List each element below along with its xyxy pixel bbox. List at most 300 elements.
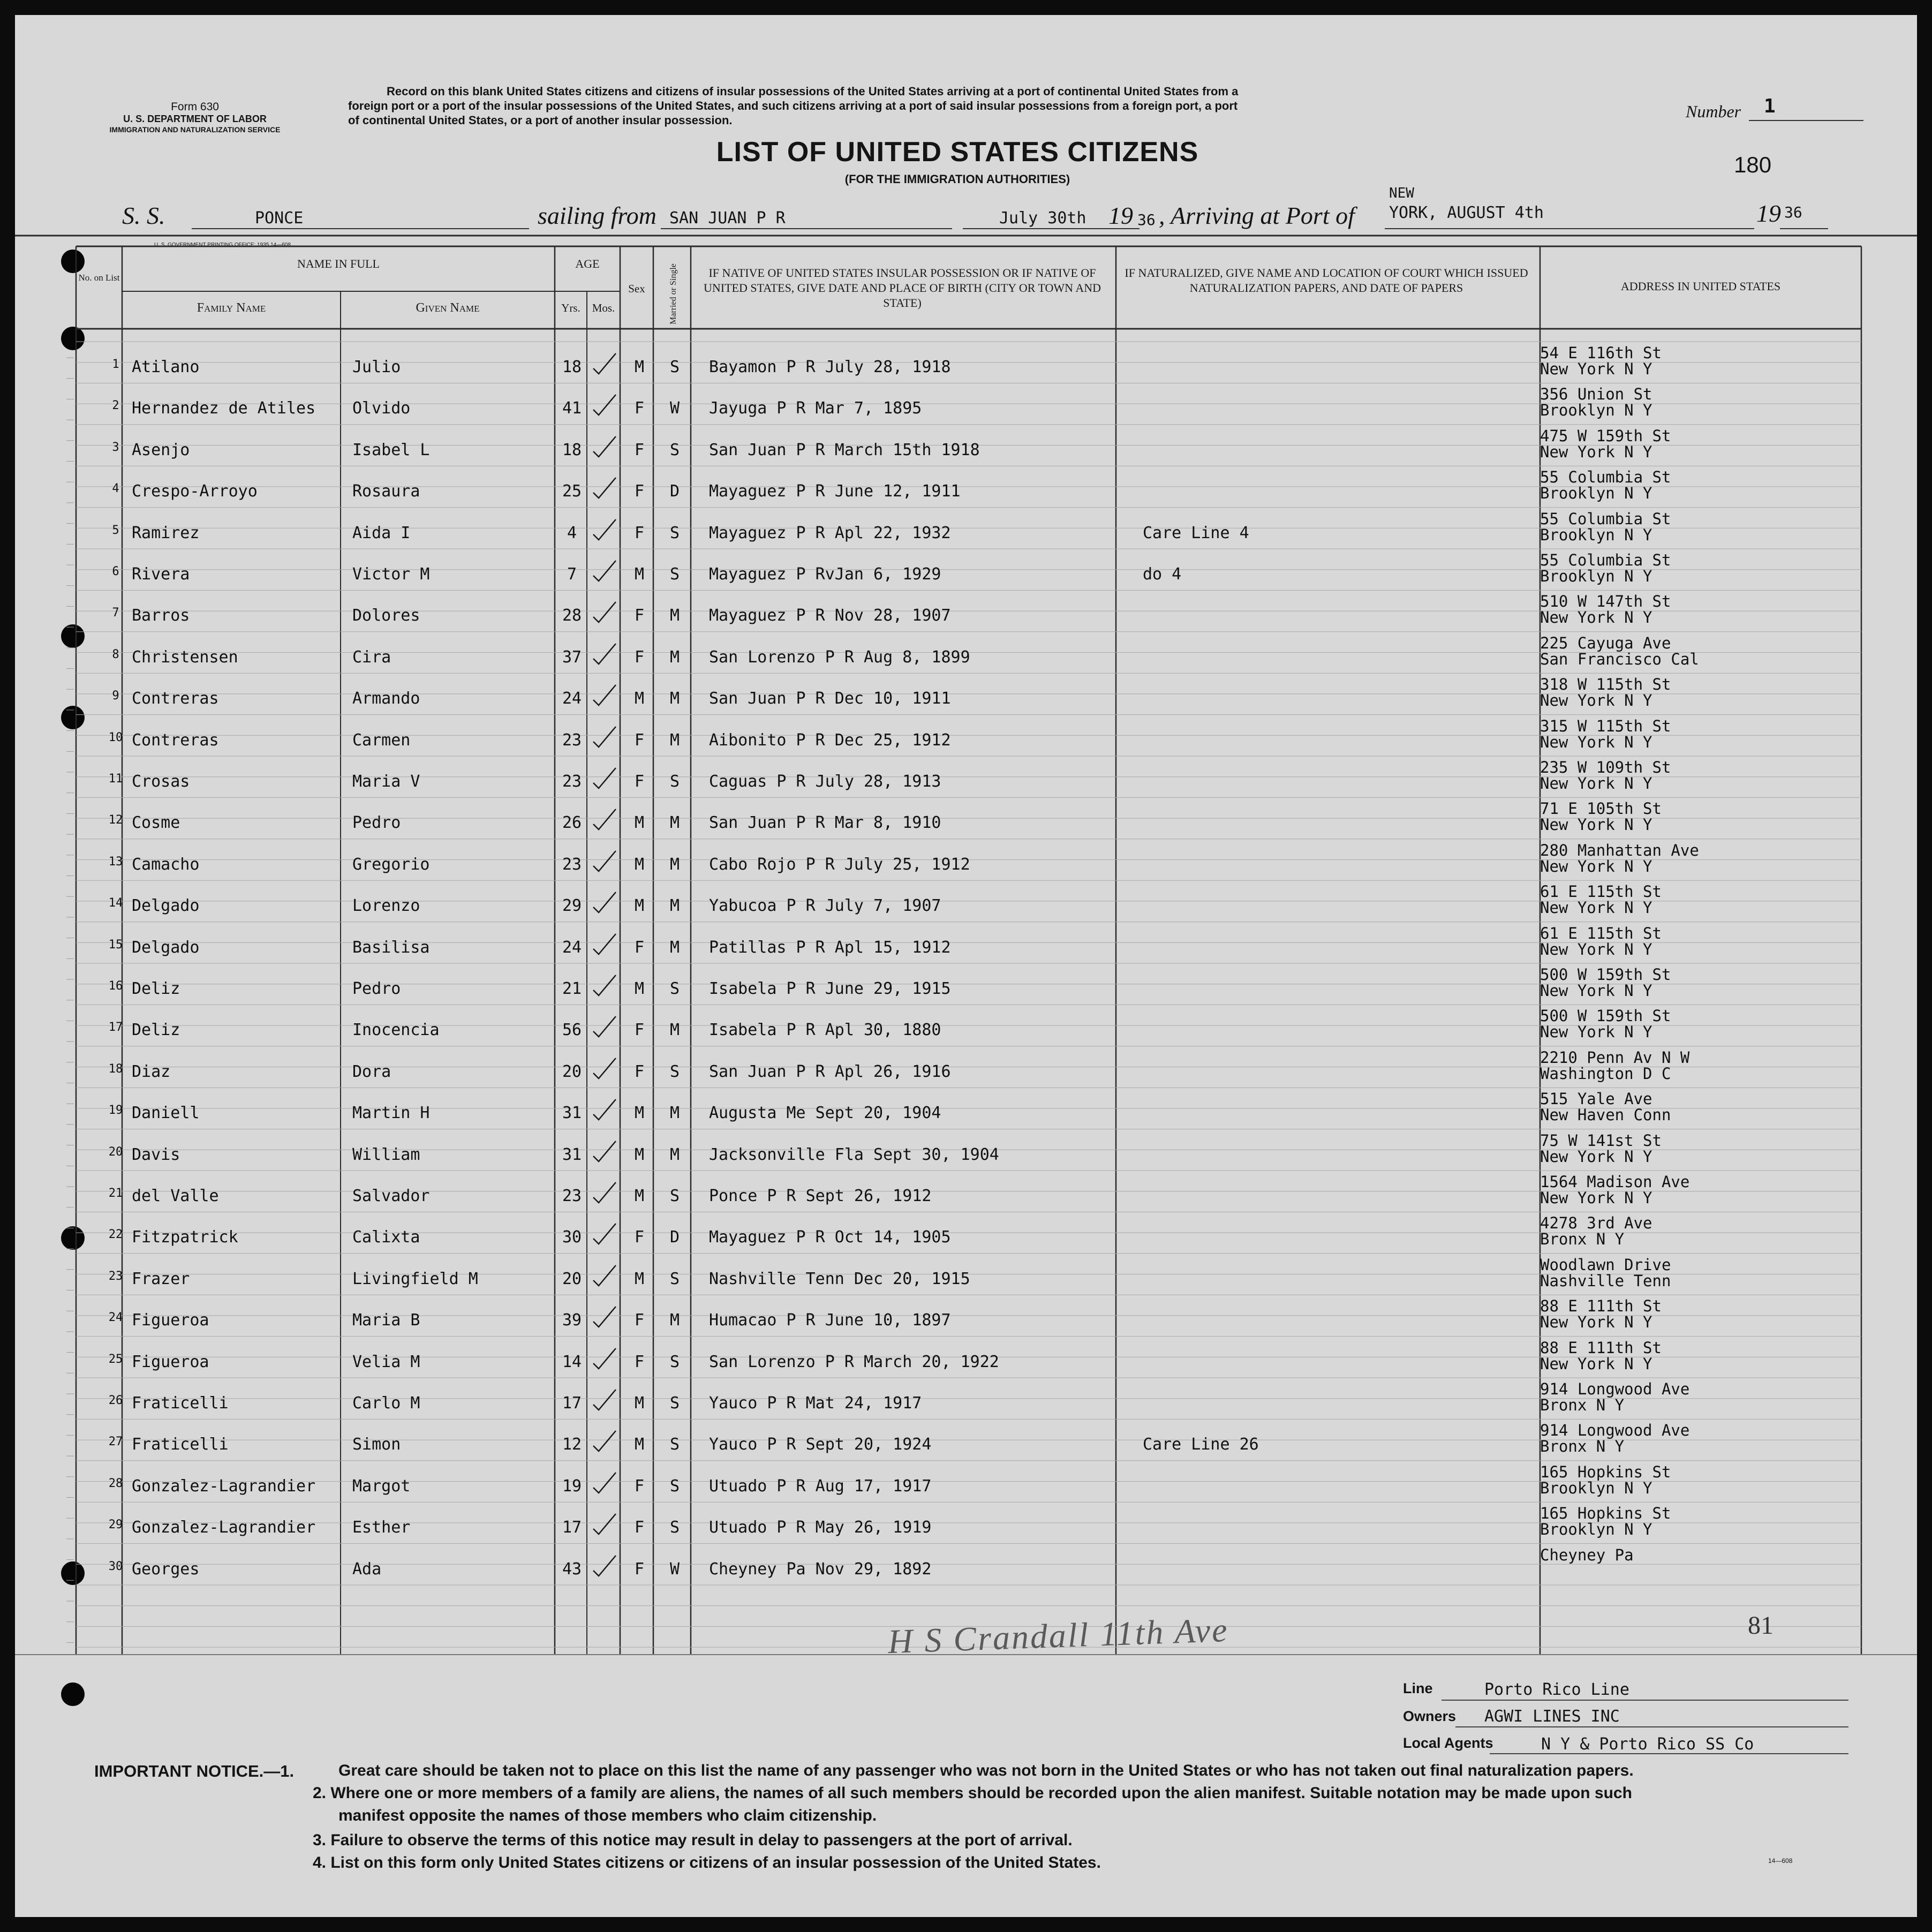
check-mark-icon xyxy=(591,889,618,916)
cell-ms: S xyxy=(669,772,680,791)
cell-yrs: 30 xyxy=(562,1228,582,1247)
cell-addr2: New York N Y xyxy=(1540,691,1652,710)
cell-no: 7 xyxy=(112,606,119,620)
cell-no: 4 xyxy=(112,482,119,496)
cell-family: Figueroa xyxy=(132,1352,209,1371)
cell-birth: Nashville Tenn Dec 20, 1915 xyxy=(709,1269,970,1288)
cell-family: Crosas xyxy=(132,772,190,791)
cell-sex: M xyxy=(634,1269,645,1288)
cell-sex: M xyxy=(634,689,645,708)
check-mark-icon xyxy=(591,848,618,874)
cell-birth: Augusta Me Sept 20, 1904 xyxy=(709,1104,941,1123)
cell-given: Margot xyxy=(352,1476,411,1496)
cell-no: 26 xyxy=(108,1394,123,1407)
cell-no: 6 xyxy=(112,565,119,578)
cell-no: 23 xyxy=(108,1269,123,1283)
cell-birth: Isabela P R Apl 30, 1880 xyxy=(709,1021,941,1040)
ss-label: S. S. xyxy=(122,202,165,229)
cell-addr1: 55 Columbia St xyxy=(1540,551,1671,569)
page-number: 81 xyxy=(1748,1611,1773,1640)
cell-given: Maria V xyxy=(352,772,420,791)
cell-family: Delgado xyxy=(132,896,200,916)
cell-addr2: San Francisco Cal xyxy=(1540,650,1699,668)
check-mark-icon xyxy=(591,972,618,999)
year-suffix-2: 36 xyxy=(1784,203,1802,221)
cell-ms: S xyxy=(669,1394,680,1413)
cell-addr1: 54 E 116th St xyxy=(1540,344,1662,362)
cell-addr1: Cheyney Pa xyxy=(1540,1545,1634,1564)
cell-yrs: 17 xyxy=(562,1394,582,1413)
cell-no: 2 xyxy=(112,399,119,413)
cell-yrs: 14 xyxy=(562,1352,582,1371)
cell-birth: Mayaguez P RvJan 6, 1929 xyxy=(709,565,941,584)
cell-birth: Mayaguez P R Nov 28, 1907 xyxy=(709,606,951,625)
check-mark-icon xyxy=(591,433,618,460)
cell-ms: S xyxy=(669,1352,680,1371)
notice-item-2b: manifest opposite the names of those members who claim citizenship. xyxy=(338,1807,877,1824)
cell-sex: F xyxy=(634,440,645,459)
cell-ms: M xyxy=(669,813,680,833)
cell-birth: Jayuga P R Mar 7, 1895 xyxy=(709,399,922,418)
cell-no: 22 xyxy=(108,1228,123,1242)
cell-sex: F xyxy=(634,1476,645,1496)
header-married-single: Married or Single xyxy=(669,263,678,324)
cell-birth: Cheyney Pa Nov 29, 1892 xyxy=(709,1559,932,1579)
printing-office: U. S. GOVERNMENT PRINTING OFFICE: 1935 14—608 xyxy=(154,242,291,248)
cell-no: 5 xyxy=(112,523,119,537)
cell-ms: D xyxy=(669,482,680,501)
cell-no: 18 xyxy=(108,1062,123,1076)
cell-ms: S xyxy=(669,979,680,998)
cell-no: 3 xyxy=(112,440,119,454)
check-mark-icon xyxy=(591,1469,618,1496)
check-mark-icon xyxy=(591,350,618,377)
cell-family: Contreras xyxy=(132,689,219,708)
arriving-label: , Arriving at Port of xyxy=(1159,202,1355,229)
cell-addr1: 61 E 115th St xyxy=(1540,924,1662,942)
cell-addr2: New York N Y xyxy=(1540,1023,1652,1042)
cell-given: Simon xyxy=(352,1435,401,1454)
cell-ms: S xyxy=(669,565,680,584)
cell-given: Pedro xyxy=(352,813,401,833)
cell-addr1: 315 W 115th St xyxy=(1540,716,1671,735)
cell-yrs: 24 xyxy=(562,689,582,708)
cell-ms: M xyxy=(669,1021,680,1040)
cell-ms: M xyxy=(669,606,680,625)
cell-yrs: 23 xyxy=(562,730,582,750)
port-from: SAN JUAN P R xyxy=(669,209,786,228)
cell-addr1: 280 Manhattan Ave xyxy=(1540,841,1699,859)
cell-birth: San Juan P R Dec 10, 1911 xyxy=(709,689,951,708)
cell-family: Crespo-Arroyo xyxy=(132,482,258,501)
cell-sex: M xyxy=(634,1104,645,1123)
cell-birth: Utuado P R Aug 17, 1917 xyxy=(709,1476,932,1496)
cell-yrs: 41 xyxy=(562,399,582,418)
cell-yrs: 25 xyxy=(562,482,582,501)
cell-yrs: 28 xyxy=(562,606,582,625)
agents-value: N Y & Porto Rico SS Co xyxy=(1541,1735,1754,1754)
cell-birth: San Lorenzo P R Aug 8, 1899 xyxy=(709,647,970,667)
cell-family: Ramirez xyxy=(132,523,200,542)
cell-ms: S xyxy=(669,1435,680,1454)
cell-sex: F xyxy=(634,1228,645,1247)
cell-nat: do 4 xyxy=(1143,565,1182,584)
cell-ms: S xyxy=(669,440,680,459)
cell-family: Cosme xyxy=(132,813,180,833)
cell-addr1: Woodlawn Drive xyxy=(1540,1255,1671,1274)
cell-addr1: 71 E 105th St xyxy=(1540,799,1662,818)
cell-family: Frazer xyxy=(132,1269,190,1288)
cell-ms: M xyxy=(669,1311,680,1330)
header-no-on-list: No. on List xyxy=(78,273,120,283)
cell-addr2: New York N Y xyxy=(1540,857,1652,876)
cell-addr2: New York N Y xyxy=(1540,1189,1652,1207)
department: U. S. DEPARTMENT OF LABOR xyxy=(123,114,267,124)
cell-birth: Yauco P R Sept 20, 1924 xyxy=(709,1435,932,1454)
cell-sex: F xyxy=(634,647,645,667)
cell-ms: S xyxy=(669,1062,680,1081)
cell-ms: S xyxy=(669,1518,680,1537)
cell-sex: M xyxy=(634,1187,645,1205)
cell-given: Lorenzo xyxy=(352,896,420,916)
cell-ms: S xyxy=(669,1187,680,1205)
cell-addr1: 225 Cayuga Ave xyxy=(1540,633,1671,652)
cell-yrs: 17 xyxy=(562,1518,582,1537)
cell-given: Carlo M xyxy=(352,1394,420,1413)
owners-rule xyxy=(1455,1726,1848,1727)
cell-given: Victor M xyxy=(352,565,430,584)
cell-ms: W xyxy=(669,399,680,418)
cell-sex: M xyxy=(634,1145,645,1164)
cell-yrs: 20 xyxy=(562,1062,582,1081)
cell-birth: San Lorenzo P R March 20, 1922 xyxy=(709,1352,999,1371)
cell-addr2: Bronx N Y xyxy=(1540,1230,1625,1249)
cell-sex: M xyxy=(634,896,645,916)
cell-addr1: 475 W 159th St xyxy=(1540,426,1671,445)
cell-no: 17 xyxy=(108,1021,123,1035)
cell-birth: Yauco P R Mat 24, 1917 xyxy=(709,1394,922,1413)
cell-addr1: 500 W 159th St xyxy=(1540,1007,1671,1025)
manifest-sheet xyxy=(15,15,1917,1917)
cell-family: Asenjo xyxy=(132,440,190,459)
cell-addr2: Nashville Tenn xyxy=(1540,1271,1671,1290)
cell-given: Esther xyxy=(352,1518,411,1537)
cell-no: 8 xyxy=(112,647,119,661)
cell-birth: Utuado P R May 26, 1919 xyxy=(709,1518,932,1537)
cell-given: Carmen xyxy=(352,730,411,750)
cell-no: 29 xyxy=(108,1518,123,1532)
owners-label: Owners xyxy=(1403,1708,1456,1724)
cell-addr1: 235 W 109th St xyxy=(1540,758,1671,776)
cell-sex: M xyxy=(634,855,645,874)
cell-family: Gonzalez-Lagrandier xyxy=(132,1476,316,1496)
cell-family: Delgado xyxy=(132,938,200,957)
cell-family: Christensen xyxy=(132,647,238,667)
number-label: Number xyxy=(1686,102,1741,121)
cell-addr1: 2210 Penn Av N W xyxy=(1540,1048,1690,1067)
owners-value: AGWI LINES INC xyxy=(1484,1707,1620,1726)
cell-family: Deliz xyxy=(132,1021,180,1040)
cell-addr1: 515 Yale Ave xyxy=(1540,1090,1652,1108)
cell-ms: M xyxy=(669,896,680,916)
cell-ms: S xyxy=(669,358,680,376)
notice-item-1: Great care should be taken not to place on this list the name of any passenger who was not born in the United States or who has not taken out final naturalization papers. xyxy=(338,1762,1634,1779)
cell-ms: S xyxy=(669,1476,680,1496)
cell-addr1: 61 E 115th St xyxy=(1540,882,1662,901)
cell-addr2: New York N Y xyxy=(1540,982,1652,1000)
cell-family: Fraticelli xyxy=(132,1435,229,1454)
cell-birth: Caguas P R July 28, 1913 xyxy=(709,772,941,791)
check-mark-icon xyxy=(591,1179,618,1206)
cell-addr1: 55 Columbia St xyxy=(1540,468,1671,487)
cell-family: Atilano xyxy=(132,358,200,376)
cell-addr2: Brooklyn N Y xyxy=(1540,1520,1652,1539)
cell-birth: Bayamon P R July 28, 1918 xyxy=(709,358,951,376)
cell-family: Rivera xyxy=(132,565,190,584)
cell-sex: F xyxy=(634,772,645,791)
cell-yrs: 56 xyxy=(562,1021,582,1040)
check-mark-icon xyxy=(591,723,618,750)
cell-ms: M xyxy=(669,938,680,957)
cell-sex: F xyxy=(634,482,645,501)
cell-given: Salvador xyxy=(352,1187,430,1205)
cell-ms: D xyxy=(669,1228,680,1247)
header-given-name: Given Name xyxy=(416,301,480,315)
cell-sex: F xyxy=(634,1352,645,1371)
header-sex: Sex xyxy=(628,282,645,295)
check-mark-icon xyxy=(591,516,618,543)
cell-sex: F xyxy=(634,1062,645,1081)
cell-sex: F xyxy=(634,523,645,542)
cell-given: Calixta xyxy=(352,1228,420,1247)
cell-yrs: 18 xyxy=(562,440,582,459)
year-prefix-2: 19 xyxy=(1756,200,1781,227)
check-mark-icon xyxy=(591,391,618,418)
service: IMMIGRATION AND NATURALIZATION SERVICE xyxy=(109,125,281,134)
port-to: YORK, AUGUST 4th xyxy=(1389,203,1544,222)
cell-no: 19 xyxy=(108,1104,123,1118)
cell-addr1: 914 Longwood Ave xyxy=(1540,1421,1690,1440)
check-mark-icon xyxy=(591,640,618,667)
cell-ms: W xyxy=(669,1559,680,1579)
cell-sex: F xyxy=(634,399,645,418)
cell-sex: M xyxy=(634,979,645,998)
cell-yrs: 26 xyxy=(562,813,582,833)
cell-birth: Isabela P R June 29, 1915 xyxy=(709,979,951,998)
cell-addr2: New York N Y xyxy=(1540,608,1652,627)
cell-yrs: 29 xyxy=(562,896,582,916)
cell-yrs: 23 xyxy=(562,855,582,874)
check-mark-icon xyxy=(591,1055,618,1082)
cell-birth: Aibonito P R Dec 25, 1912 xyxy=(709,730,951,750)
cell-given: Cira xyxy=(352,647,391,667)
cell-addr2: New York N Y xyxy=(1540,899,1652,917)
check-mark-icon xyxy=(591,1345,618,1372)
cell-addr1: 500 W 159th St xyxy=(1540,965,1671,984)
cell-birth: Jacksonville Fla Sept 30, 1904 xyxy=(709,1145,999,1164)
year-suffix: 36 xyxy=(1137,211,1156,229)
cell-no: 13 xyxy=(108,855,123,869)
cell-ms: S xyxy=(669,1269,680,1288)
cell-yrs: 23 xyxy=(562,772,582,791)
cell-birth: Mayaguez P R June 12, 1911 xyxy=(709,482,961,501)
form-title: LIST OF UNITED STATES CITIZENS xyxy=(716,137,1199,168)
line-label: Line xyxy=(1403,1680,1433,1696)
check-mark-icon xyxy=(591,765,618,791)
cell-addr1: 914 Longwood Ave xyxy=(1540,1380,1690,1398)
cell-family: del Valle xyxy=(132,1187,219,1205)
agents-label: Local Agents xyxy=(1403,1735,1493,1751)
cell-addr2: Brooklyn N Y xyxy=(1540,525,1652,544)
cell-given: Julio xyxy=(352,358,401,376)
cell-family: Georges xyxy=(132,1559,200,1579)
cell-yrs: 12 xyxy=(562,1435,582,1454)
cell-nat: Care Line 26 xyxy=(1143,1435,1259,1454)
cell-given: Olvido xyxy=(352,399,411,418)
cell-given: Gregorio xyxy=(352,855,430,874)
cell-addr2: New York N Y xyxy=(1540,774,1652,793)
cell-addr2: New York N Y xyxy=(1540,1354,1652,1373)
cell-no: 28 xyxy=(108,1476,123,1490)
cell-addr1: 318 W 115th St xyxy=(1540,675,1671,694)
cell-sex: M xyxy=(634,813,645,833)
cell-sex: F xyxy=(634,1021,645,1040)
cell-sex: M xyxy=(634,1394,645,1413)
header-yrs: Yrs. xyxy=(561,301,580,314)
cell-birth: Mayaguez P R Apl 22, 1932 xyxy=(709,523,951,542)
check-mark-icon xyxy=(591,1386,618,1413)
cell-addr2: Brooklyn N Y xyxy=(1540,1478,1652,1497)
stamp-number: 180 xyxy=(1734,152,1772,177)
cell-nat: Care Line 4 xyxy=(1143,523,1249,542)
notice-label: IMPORTANT NOTICE.—1. xyxy=(94,1762,295,1780)
cell-addr2: New York N Y xyxy=(1540,816,1652,834)
cell-sex: F xyxy=(634,1559,645,1579)
cell-yrs: 31 xyxy=(562,1145,582,1164)
cell-no: 30 xyxy=(108,1559,123,1573)
cell-given: Rosaura xyxy=(352,482,420,501)
cell-yrs: 39 xyxy=(562,1311,582,1330)
cell-sex: F xyxy=(634,606,645,625)
cell-no: 21 xyxy=(108,1187,123,1200)
cell-no: 10 xyxy=(108,730,123,744)
form-number: Form 630 xyxy=(171,101,219,113)
cell-no: 16 xyxy=(108,979,123,993)
check-mark-icon xyxy=(591,474,618,501)
instruction-line-1: Record on this blank United States citizens and citizens of insular possessions of the United States arriving at a port of continental United States from a xyxy=(387,85,1239,98)
cell-birth: Yabucoa P R July 7, 1907 xyxy=(709,896,941,916)
cell-yrs: 37 xyxy=(562,647,582,667)
check-mark-icon xyxy=(591,682,618,708)
cell-ms: M xyxy=(669,855,680,874)
cell-yrs: 4 xyxy=(567,523,577,542)
cell-sex: M xyxy=(634,358,645,376)
cell-addr1: 165 Hopkins St xyxy=(1540,1504,1671,1523)
header-family-name: Family Name xyxy=(197,301,266,315)
cell-sex: M xyxy=(634,1435,645,1454)
cell-addr1: 55 Columbia St xyxy=(1540,509,1671,528)
cell-ms: M xyxy=(669,730,680,750)
notice-item-3: 3. Failure to observe the terms of this notice may result in delay to passengers at the port of arrival. xyxy=(313,1831,1073,1849)
cell-family: Contreras xyxy=(132,730,219,750)
cell-addr2: New York N Y xyxy=(1540,1313,1652,1332)
cell-addr2: Brooklyn N Y xyxy=(1540,484,1652,503)
cell-family: Davis xyxy=(132,1145,180,1164)
cell-addr2: Brooklyn N Y xyxy=(1540,567,1652,585)
cell-no: 9 xyxy=(112,689,119,703)
notice-item-2a: 2. Where one or more members of a family are aliens, the names of all such members should be recorded upon the alien manifest. Suitable notation may be made upon such xyxy=(313,1784,1632,1802)
cell-family: Diaz xyxy=(132,1062,171,1081)
cell-yrs: 43 xyxy=(562,1559,582,1579)
check-mark-icon xyxy=(591,557,618,584)
cell-ms: M xyxy=(669,689,680,708)
cell-addr2: Washington D C xyxy=(1540,1064,1671,1083)
cell-birth: Cabo Rojo P R July 25, 1912 xyxy=(709,855,970,874)
cell-given: Maria B xyxy=(352,1311,420,1330)
check-mark-icon xyxy=(591,1013,618,1040)
check-mark-icon xyxy=(591,1428,618,1454)
cell-yrs: 7 xyxy=(567,565,577,584)
cell-birth: Patillas P R Apl 15, 1912 xyxy=(709,938,951,957)
cell-sex: F xyxy=(634,1311,645,1330)
cell-ms: M xyxy=(669,647,680,667)
cell-ms: M xyxy=(669,1145,680,1164)
cell-no: 15 xyxy=(108,938,123,952)
cell-addr1: 88 E 111th St xyxy=(1540,1338,1662,1357)
cell-given: Dora xyxy=(352,1062,391,1081)
check-mark-icon xyxy=(591,1552,618,1579)
cell-no: 14 xyxy=(108,896,123,910)
cell-given: Isabel L xyxy=(352,440,430,459)
cell-ms: S xyxy=(669,523,680,542)
cell-family: Barros xyxy=(132,606,190,625)
header-naturalized: IF NATURALIZED, GIVE NAME AND LOCATION OF COURT WHICH ISSUED NATURALIZATION PAPERS, AND DATE OF PAPERS xyxy=(1125,266,1528,295)
cell-given: Armando xyxy=(352,689,420,708)
check-mark-icon xyxy=(591,1303,618,1330)
cell-addr2: New York N Y xyxy=(1540,1147,1652,1166)
port-to-top: NEW xyxy=(1389,185,1414,201)
cell-family: Hernandez de Atiles xyxy=(132,399,316,418)
cell-no: 25 xyxy=(108,1352,123,1366)
cell-given: William xyxy=(352,1145,420,1164)
check-mark-icon xyxy=(591,931,618,957)
notice-item-4: 4. List on this form only United States citizens or citizens of an insular possession of the United States. xyxy=(313,1854,1101,1871)
cell-addr1: 75 W 141st St xyxy=(1540,1131,1662,1150)
cell-addr2: New York N Y xyxy=(1540,360,1652,378)
cell-yrs: 23 xyxy=(562,1187,582,1205)
cell-family: Camacho xyxy=(132,855,200,874)
line-rule xyxy=(1442,1700,1848,1701)
check-mark-icon xyxy=(591,1138,618,1165)
check-mark-icon xyxy=(591,599,618,625)
cell-family: Deliz xyxy=(132,979,180,998)
cell-no: 11 xyxy=(108,772,123,786)
instruction-line-3: of continental United States, or a port of another insular possession. xyxy=(348,114,733,127)
header-birth-info: IF NATIVE OF UNITED STATES INSULAR POSSESSION OR IF NATIVE OF UNITED STATES, GIVE DATE AND PLACE OF BIRTH (CITY OR TOWN AND STATE) xyxy=(703,266,1101,310)
cell-addr2: New Haven Conn xyxy=(1540,1106,1671,1125)
cell-sex: F xyxy=(634,1518,645,1537)
cell-birth: Mayaguez P R Oct 14, 1905 xyxy=(709,1228,951,1247)
cell-addr1: 4278 3rd Ave xyxy=(1540,1214,1652,1233)
form-subtitle: (FOR THE IMMIGRATION AUTHORITIES) xyxy=(844,172,1070,186)
header-name-in-full: NAME IN FULL xyxy=(297,257,380,270)
cell-yrs: 24 xyxy=(562,938,582,957)
cell-given: Ada xyxy=(352,1559,382,1579)
year-prefix: 19 xyxy=(1108,202,1133,229)
number-value: 1 xyxy=(1764,95,1776,117)
cell-addr1: 356 Union St xyxy=(1540,385,1652,404)
line-value: Porto Rico Line xyxy=(1484,1680,1629,1699)
